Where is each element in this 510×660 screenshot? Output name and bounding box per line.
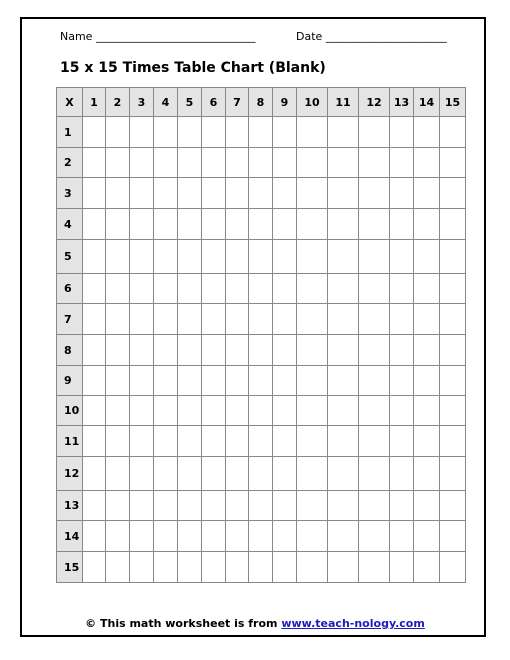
answer-cell[interactable] — [297, 240, 328, 274]
row-header: 2 — [57, 148, 83, 178]
answer-cell[interactable] — [297, 178, 328, 209]
answer-cell[interactable] — [359, 304, 390, 335]
answer-cell[interactable] — [83, 148, 106, 178]
column-header: 10 — [297, 88, 328, 117]
answer-cell[interactable] — [359, 178, 390, 209]
answer-cell[interactable] — [249, 457, 273, 491]
answer-cell[interactable] — [328, 366, 359, 396]
answer-cell[interactable] — [178, 304, 202, 335]
answer-cell[interactable] — [359, 240, 390, 274]
answer-cell[interactable] — [202, 304, 226, 335]
answer-cell[interactable] — [83, 304, 106, 335]
answer-cell[interactable] — [328, 335, 359, 366]
answer-cell[interactable] — [414, 491, 440, 521]
answer-cell[interactable] — [178, 426, 202, 457]
table-row — [57, 335, 466, 366]
footer-text: © This math worksheet is from — [85, 617, 282, 630]
table-row — [57, 366, 466, 396]
answer-cell[interactable] — [83, 240, 106, 274]
answer-cell[interactable] — [178, 335, 202, 366]
row-header: 14 — [57, 521, 83, 552]
answer-cell[interactable] — [359, 274, 390, 304]
answer-cell[interactable] — [249, 240, 273, 274]
answer-cell[interactable] — [178, 178, 202, 209]
table-row — [57, 117, 466, 148]
answer-cell[interactable] — [359, 426, 390, 457]
answer-cell[interactable] — [297, 209, 328, 240]
answer-cell[interactable] — [390, 426, 414, 457]
answer-cell[interactable] — [202, 274, 226, 304]
answer-cell[interactable] — [273, 426, 297, 457]
row-header: 4 — [57, 209, 83, 240]
answer-cell[interactable] — [154, 426, 178, 457]
answer-cell[interactable] — [440, 366, 466, 396]
answer-cell[interactable] — [414, 148, 440, 178]
row-header: 9 — [57, 366, 83, 396]
answer-cell[interactable] — [226, 209, 249, 240]
answer-cell[interactable] — [297, 366, 328, 396]
answer-cell[interactable] — [106, 148, 130, 178]
answer-cell[interactable] — [130, 274, 154, 304]
answer-cell[interactable] — [273, 396, 297, 426]
answer-cell[interactable] — [390, 366, 414, 396]
row-header: 3 — [57, 178, 83, 209]
answer-cell[interactable] — [440, 521, 466, 552]
answer-cell[interactable] — [414, 426, 440, 457]
answer-cell[interactable] — [178, 209, 202, 240]
row-header: 11 — [57, 426, 83, 457]
answer-cell[interactable] — [106, 491, 130, 521]
answer-cell[interactable] — [297, 552, 328, 583]
answer-cell[interactable] — [297, 335, 328, 366]
answer-cell[interactable] — [226, 304, 249, 335]
column-header: 8 — [249, 88, 273, 117]
answer-cell[interactable] — [154, 457, 178, 491]
answer-cell[interactable] — [440, 426, 466, 457]
answer-cell[interactable] — [440, 304, 466, 335]
answer-cell[interactable] — [414, 366, 440, 396]
answer-cell[interactable] — [154, 274, 178, 304]
answer-cell[interactable] — [297, 521, 328, 552]
answer-cell[interactable] — [440, 117, 466, 148]
answer-cell[interactable] — [297, 396, 328, 426]
answer-cell[interactable] — [390, 209, 414, 240]
answer-cell[interactable] — [178, 457, 202, 491]
answer-cell[interactable] — [359, 148, 390, 178]
answer-cell[interactable] — [83, 491, 106, 521]
answer-cell[interactable] — [83, 178, 106, 209]
answer-cell[interactable] — [440, 396, 466, 426]
answer-cell[interactable] — [178, 396, 202, 426]
answer-cell[interactable] — [83, 366, 106, 396]
answer-cell[interactable] — [106, 521, 130, 552]
answer-cell[interactable] — [273, 552, 297, 583]
answer-cell[interactable] — [328, 304, 359, 335]
answer-cell[interactable] — [83, 457, 106, 491]
answer-cell[interactable] — [154, 396, 178, 426]
answer-cell[interactable] — [414, 274, 440, 304]
answer-cell[interactable] — [130, 426, 154, 457]
answer-cell[interactable] — [273, 457, 297, 491]
answer-cell[interactable] — [226, 117, 249, 148]
column-header: 3 — [130, 88, 154, 117]
answer-cell[interactable] — [390, 274, 414, 304]
answer-cell[interactable] — [130, 521, 154, 552]
answer-cell[interactable] — [130, 491, 154, 521]
answer-cell[interactable] — [106, 366, 130, 396]
answer-cell[interactable] — [130, 396, 154, 426]
answer-cell[interactable] — [328, 240, 359, 274]
answer-cell[interactable] — [440, 335, 466, 366]
column-header: 14 — [414, 88, 440, 117]
table-row — [57, 552, 466, 583]
answer-cell[interactable] — [178, 274, 202, 304]
answer-cell[interactable] — [328, 426, 359, 457]
answer-cell[interactable] — [202, 240, 226, 274]
answer-cell[interactable] — [390, 491, 414, 521]
answer-cell[interactable] — [202, 491, 226, 521]
answer-cell[interactable] — [154, 366, 178, 396]
table-row — [57, 491, 466, 521]
answer-cell[interactable] — [106, 335, 130, 366]
answer-cell[interactable] — [130, 552, 154, 583]
answer-cell[interactable] — [414, 117, 440, 148]
answer-cell[interactable] — [390, 117, 414, 148]
answer-cell[interactable] — [390, 521, 414, 552]
table-row — [57, 148, 466, 178]
row-header: 1 — [57, 117, 83, 148]
answer-cell[interactable] — [249, 335, 273, 366]
answer-cell[interactable] — [390, 335, 414, 366]
answer-cell[interactable] — [390, 396, 414, 426]
answer-cell[interactable] — [154, 117, 178, 148]
answer-cell[interactable] — [414, 396, 440, 426]
answer-cell[interactable] — [83, 209, 106, 240]
answer-cell[interactable] — [328, 274, 359, 304]
answer-cell[interactable] — [202, 552, 226, 583]
column-header: 15 — [440, 88, 466, 117]
answer-cell[interactable] — [328, 552, 359, 583]
column-header: 2 — [106, 88, 130, 117]
header-row — [57, 88, 466, 117]
answer-cell[interactable] — [440, 491, 466, 521]
answer-cell[interactable] — [414, 178, 440, 209]
answer-cell[interactable] — [273, 366, 297, 396]
answer-cell[interactable] — [178, 521, 202, 552]
answer-cell[interactable] — [83, 274, 106, 304]
answer-cell[interactable] — [154, 335, 178, 366]
answer-cell[interactable] — [130, 366, 154, 396]
answer-cell[interactable] — [106, 457, 130, 491]
answer-cell[interactable] — [328, 148, 359, 178]
name-field-label: Name _____________________________ — [60, 30, 256, 43]
answer-cell[interactable] — [202, 209, 226, 240]
table-row — [57, 521, 466, 552]
answer-cell[interactable] — [202, 426, 226, 457]
table-row — [57, 426, 466, 457]
answer-cell[interactable] — [130, 117, 154, 148]
answer-cell[interactable] — [202, 521, 226, 552]
answer-cell[interactable] — [414, 552, 440, 583]
answer-cell[interactable] — [154, 521, 178, 552]
answer-cell[interactable] — [226, 178, 249, 209]
answer-cell[interactable] — [154, 209, 178, 240]
answer-cell[interactable] — [106, 552, 130, 583]
date-field-label: Date ______________________ — [296, 30, 447, 43]
answer-cell[interactable] — [359, 366, 390, 396]
answer-cell[interactable] — [130, 304, 154, 335]
answer-cell[interactable] — [106, 274, 130, 304]
answer-cell[interactable] — [106, 240, 130, 274]
answer-cell[interactable] — [390, 457, 414, 491]
row-header: 6 — [57, 274, 83, 304]
times-table-grid — [56, 87, 466, 583]
answer-cell[interactable] — [390, 304, 414, 335]
answer-cell[interactable] — [202, 396, 226, 426]
answer-cell[interactable] — [440, 178, 466, 209]
footer-credit — [0, 617, 510, 630]
column-header: 1 — [83, 88, 106, 117]
answer-cell[interactable] — [83, 117, 106, 148]
answer-cell[interactable] — [359, 335, 390, 366]
answer-cell[interactable] — [390, 178, 414, 209]
row-header: 13 — [57, 491, 83, 521]
answer-cell[interactable] — [297, 426, 328, 457]
answer-cell[interactable] — [359, 209, 390, 240]
answer-cell[interactable] — [106, 426, 130, 457]
answer-cell[interactable] — [273, 304, 297, 335]
answer-cell[interactable] — [440, 148, 466, 178]
answer-cell[interactable] — [83, 552, 106, 583]
corner-cell: X — [57, 88, 83, 117]
table-row — [57, 178, 466, 209]
answer-cell[interactable] — [226, 426, 249, 457]
row-header: 5 — [57, 240, 83, 274]
answer-cell[interactable] — [297, 491, 328, 521]
answer-cell[interactable] — [328, 117, 359, 148]
answer-cell[interactable] — [273, 178, 297, 209]
column-header: 5 — [178, 88, 202, 117]
answer-cell[interactable] — [414, 457, 440, 491]
table-row — [57, 274, 466, 304]
answer-cell[interactable] — [178, 366, 202, 396]
answer-cell[interactable] — [178, 117, 202, 148]
answer-cell[interactable] — [249, 178, 273, 209]
answer-cell[interactable] — [83, 396, 106, 426]
answer-cell[interactable] — [202, 148, 226, 178]
answer-cell[interactable] — [83, 521, 106, 552]
answer-cell[interactable] — [297, 304, 328, 335]
answer-cell[interactable] — [390, 552, 414, 583]
answer-cell[interactable] — [249, 396, 273, 426]
answer-cell[interactable] — [414, 335, 440, 366]
answer-cell[interactable] — [178, 240, 202, 274]
answer-cell[interactable] — [226, 491, 249, 521]
column-header: 12 — [359, 88, 390, 117]
answer-cell[interactable] — [359, 396, 390, 426]
answer-cell[interactable] — [249, 304, 273, 335]
answer-cell[interactable] — [249, 117, 273, 148]
answer-cell[interactable] — [273, 209, 297, 240]
answer-cell[interactable] — [273, 148, 297, 178]
answer-cell[interactable] — [154, 240, 178, 274]
answer-cell[interactable] — [414, 521, 440, 552]
answer-cell[interactable] — [202, 117, 226, 148]
column-header: 13 — [390, 88, 414, 117]
row-header: 8 — [57, 335, 83, 366]
answer-cell[interactable] — [249, 274, 273, 304]
column-header: 11 — [328, 88, 359, 117]
answer-cell[interactable] — [178, 491, 202, 521]
answer-cell[interactable] — [226, 457, 249, 491]
answer-cell[interactable] — [414, 304, 440, 335]
table-row — [57, 396, 466, 426]
answer-cell[interactable] — [130, 335, 154, 366]
answer-cell[interactable] — [154, 491, 178, 521]
answer-cell[interactable] — [359, 491, 390, 521]
answer-cell[interactable] — [359, 457, 390, 491]
answer-cell[interactable] — [414, 240, 440, 274]
answer-cell[interactable] — [249, 521, 273, 552]
answer-cell[interactable] — [130, 457, 154, 491]
answer-cell[interactable] — [273, 117, 297, 148]
answer-cell[interactable] — [226, 396, 249, 426]
answer-cell[interactable] — [249, 148, 273, 178]
answer-cell[interactable] — [154, 178, 178, 209]
answer-cell[interactable] — [226, 552, 249, 583]
answer-cell[interactable] — [106, 304, 130, 335]
worksheet-title: 15 x 15 Times Table Chart (Blank) — [60, 60, 326, 76]
answer-cell[interactable] — [226, 240, 249, 274]
answer-cell[interactable] — [440, 240, 466, 274]
answer-cell[interactable] — [328, 491, 359, 521]
answer-cell[interactable] — [359, 552, 390, 583]
answer-cell[interactable] — [130, 240, 154, 274]
answer-cell[interactable] — [440, 274, 466, 304]
answer-cell[interactable] — [226, 335, 249, 366]
answer-cell[interactable] — [440, 209, 466, 240]
answer-cell[interactable] — [328, 521, 359, 552]
footer-link[interactable]: www.teach-nology.com — [281, 617, 425, 630]
answer-cell[interactable] — [178, 148, 202, 178]
answer-cell[interactable] — [130, 148, 154, 178]
answer-cell[interactable] — [273, 335, 297, 366]
answer-cell[interactable] — [130, 178, 154, 209]
answer-cell[interactable] — [440, 552, 466, 583]
answer-cell[interactable] — [249, 491, 273, 521]
answer-cell[interactable] — [249, 426, 273, 457]
answer-cell[interactable] — [249, 552, 273, 583]
answer-cell[interactable] — [202, 335, 226, 366]
column-header: 4 — [154, 88, 178, 117]
answer-cell[interactable] — [106, 117, 130, 148]
answer-cell[interactable] — [414, 209, 440, 240]
answer-cell[interactable] — [249, 209, 273, 240]
answer-cell[interactable] — [297, 274, 328, 304]
answer-cell[interactable] — [226, 521, 249, 552]
answer-cell[interactable] — [390, 148, 414, 178]
answer-cell[interactable] — [83, 426, 106, 457]
answer-cell[interactable] — [273, 491, 297, 521]
answer-cell[interactable] — [154, 304, 178, 335]
table-row — [57, 209, 466, 240]
answer-cell[interactable] — [359, 521, 390, 552]
answer-cell[interactable] — [359, 117, 390, 148]
answer-cell[interactable] — [273, 240, 297, 274]
answer-cell[interactable] — [202, 366, 226, 396]
answer-cell[interactable] — [226, 366, 249, 396]
answer-cell[interactable] — [106, 396, 130, 426]
answer-cell[interactable] — [202, 457, 226, 491]
answer-cell[interactable] — [226, 148, 249, 178]
column-header: 7 — [226, 88, 249, 117]
answer-cell[interactable] — [328, 396, 359, 426]
table-row — [57, 240, 466, 274]
row-header: 15 — [57, 552, 83, 583]
row-header: 12 — [57, 457, 83, 491]
row-header: 10 — [57, 396, 83, 426]
answer-cell[interactable] — [273, 274, 297, 304]
table-row — [57, 304, 466, 335]
column-header: 9 — [273, 88, 297, 117]
answer-cell[interactable] — [440, 457, 466, 491]
answer-cell[interactable] — [328, 209, 359, 240]
answer-cell[interactable] — [106, 178, 130, 209]
answer-cell[interactable] — [83, 335, 106, 366]
answer-cell[interactable] — [328, 178, 359, 209]
answer-cell[interactable] — [130, 209, 154, 240]
row-header: 7 — [57, 304, 83, 335]
answer-cell[interactable] — [178, 552, 202, 583]
answer-cell[interactable] — [297, 117, 328, 148]
answer-cell[interactable] — [154, 148, 178, 178]
answer-cell[interactable] — [328, 457, 359, 491]
answer-cell[interactable] — [249, 366, 273, 396]
answer-cell[interactable] — [297, 148, 328, 178]
answer-cell[interactable] — [297, 457, 328, 491]
table-row — [57, 457, 466, 491]
answer-cell[interactable] — [202, 178, 226, 209]
column-header: 6 — [202, 88, 226, 117]
answer-cell[interactable] — [154, 552, 178, 583]
answer-cell[interactable] — [273, 521, 297, 552]
answer-cell[interactable] — [106, 209, 130, 240]
answer-cell[interactable] — [226, 274, 249, 304]
answer-cell[interactable] — [390, 240, 414, 274]
